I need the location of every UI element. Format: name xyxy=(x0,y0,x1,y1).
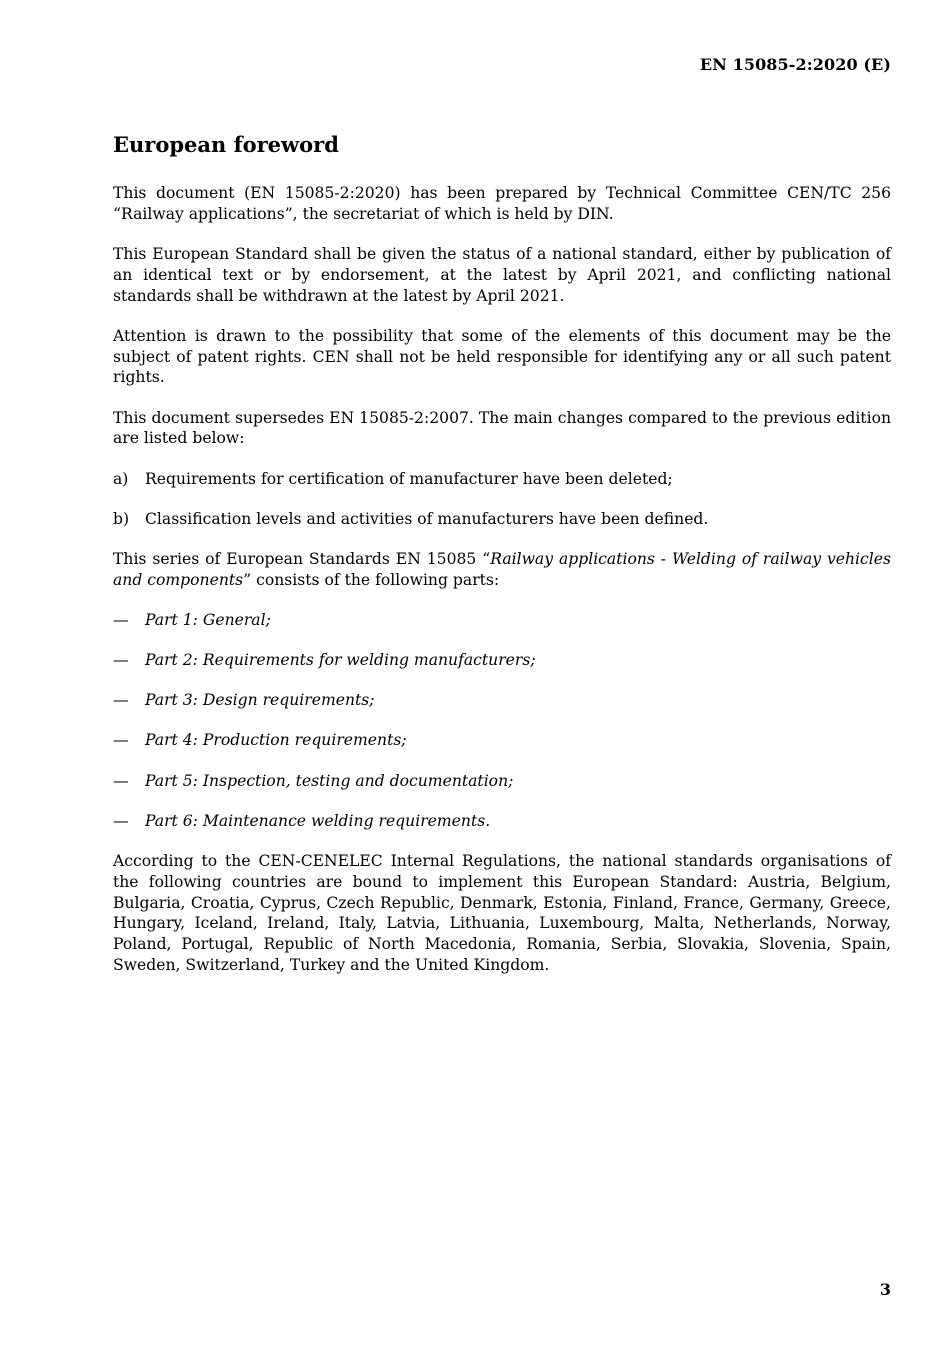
dash-marker: — xyxy=(113,651,129,670)
change-item xyxy=(113,469,891,490)
paragraph-series xyxy=(113,549,891,591)
paragraph-national-bodies: According to the CEN-CENELEC Internal Regulations, the national standards organisations of the following countries are bound to implement this European Standard: Austria, Belgium, Bulgaria, Croatia, Cyprus, Czech Republic, Denmark, Estonia, Finland, France, Germany, Greece, Hungary, Iceland, Ireland, Italy, Latvia, Lithuania, Luxembourg, Malta, Netherlands, Norway, Poland, Portugal, Republic of North Macedonia, Romania, Serbia, Slovakia, Slovenia, Spain, Sweden, Switzerland, Turkey and the United Kingdom. xyxy=(113,852,891,974)
part-text: Part 6: Maintenance welding requirements. xyxy=(145,811,491,830)
document-id-header: EN 15085-2:2020 (E) xyxy=(699,55,891,74)
foreword-body xyxy=(113,183,891,995)
change-text: Classification levels and activities of manufacturers have been defined. xyxy=(145,509,709,528)
paragraph-status: This European Standard shall be given the status of a national standard, either by publication of an identical text or by endorsement, at the latest by April 2021, and conflicting national standards shall be withdrawn at the latest by April 2021. xyxy=(113,244,891,305)
part-text: Part 4: Production requirements; xyxy=(145,731,407,750)
list-marker: b) xyxy=(113,509,130,528)
part-item xyxy=(113,650,891,671)
part-item xyxy=(113,771,891,792)
change-text: Requirements for certification of manufacturer have been deleted; xyxy=(145,469,673,488)
series-text-before: This series of European Standards EN 15085 “ xyxy=(113,549,491,568)
dash-marker: — xyxy=(113,691,129,710)
part-item xyxy=(113,730,891,751)
list-marker: a) xyxy=(113,469,129,488)
part-item xyxy=(113,811,891,832)
page-number: 3 xyxy=(879,1280,891,1299)
part-text: Part 3: Design requirements; xyxy=(145,691,375,710)
part-text: Part 2: Requirements for welding manufacturers; xyxy=(145,651,536,670)
part-item xyxy=(113,610,891,631)
dash-marker: — xyxy=(113,610,129,629)
dash-marker: — xyxy=(113,811,129,830)
part-text: Part 1: General; xyxy=(145,610,271,629)
change-item xyxy=(113,509,891,530)
dash-marker: — xyxy=(113,771,129,790)
series-text-after: ” consists of the following parts: xyxy=(243,570,500,589)
part-text: Part 5: Inspection, testing and documentation; xyxy=(145,771,514,790)
paragraph-preparation: This document (EN 15085-2:2020) has been prepared by Technical Committee CEN/TC 256 “Railway applications”, the secretariat of which is held by DIN. xyxy=(113,184,891,223)
paragraph-patent-rights: Attention is drawn to the possibility that some of the elements of this document may be the subject of patent rights. CEN shall not be held responsible for identifying any or all such patent rights. xyxy=(113,326,891,387)
part-item xyxy=(113,690,891,711)
dash-marker: — xyxy=(113,731,129,750)
paragraph-supersedes: This document supersedes EN 15085-2:2007. The main changes compared to the previous edition are listed below: xyxy=(113,408,891,448)
series-title: Railway applications - Welding of railway vehicles and components xyxy=(113,549,891,589)
section-title: European foreword xyxy=(113,132,339,157)
